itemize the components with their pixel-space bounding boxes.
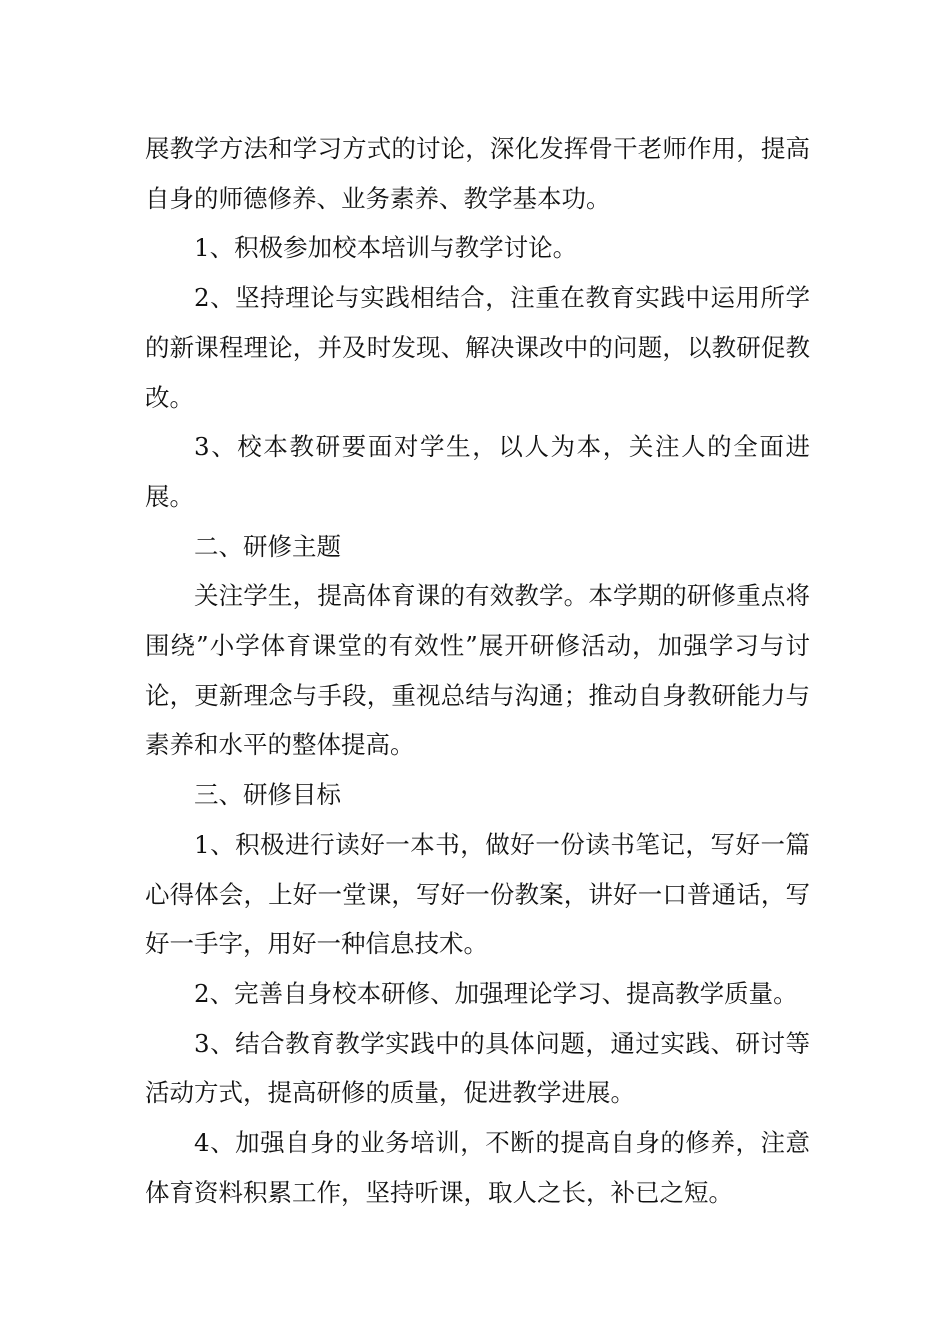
paragraph-goal-4: 4、加强自身的业务培训，不断的提高自身的修养，注意体育资料积累工作，坚持听课，取人之长，补已之短。 bbox=[145, 1128, 810, 1207]
paragraph-item-2: 2、坚持理论与实践相结合，注重在教育实践中运用所学的新课程理论，并及时发现、解决课改中的问题，以教研促教改。 bbox=[145, 283, 810, 412]
paragraph-continuation: 展教学方法和学习方式的讨论，深化发挥骨干老师作用，提高自身的师德修养、业务素养、教学基本功。 bbox=[145, 134, 810, 213]
paragraph-item-1: 1、积极参加校本培训与教学讨论。 bbox=[194, 233, 578, 263]
paragraph-item-3: 3、校本教研要面对学生，以人为本，关注人的全面进展。 bbox=[145, 432, 810, 511]
document-page bbox=[145, 124, 810, 1217]
section-heading-goals: 三、研修目标 bbox=[194, 780, 341, 810]
section-heading-topic: 二、研修主题 bbox=[194, 531, 341, 561]
paragraph-goal-3: 3、结合教育教学实践中的具体问题，通过实践、研讨等活动方式，提高研修的质量，促进教学进展。 bbox=[145, 1028, 810, 1108]
paragraph-topic-body: 关注学生，提高体育课的有效教学。本学期的研修重点将围绕”小学体育课堂的有效性”展开研修活动，加强学习与讨论，更新理念与手段，重视总结与沟通；推动自身教研能力与素养和水平的整体提高。 bbox=[145, 581, 810, 760]
paragraph-goal-2: 2、完善自身校本研修、加强理论学习、提高教学质量。 bbox=[194, 978, 798, 1008]
paragraph-goal-1: 1、积极进行读好一本书，做好一份读书笔记，写好一篇心得体会，上好一堂课，写好一份教案，讲好一口普通话，写好一手字，用好一种信息技术。 bbox=[145, 829, 810, 959]
